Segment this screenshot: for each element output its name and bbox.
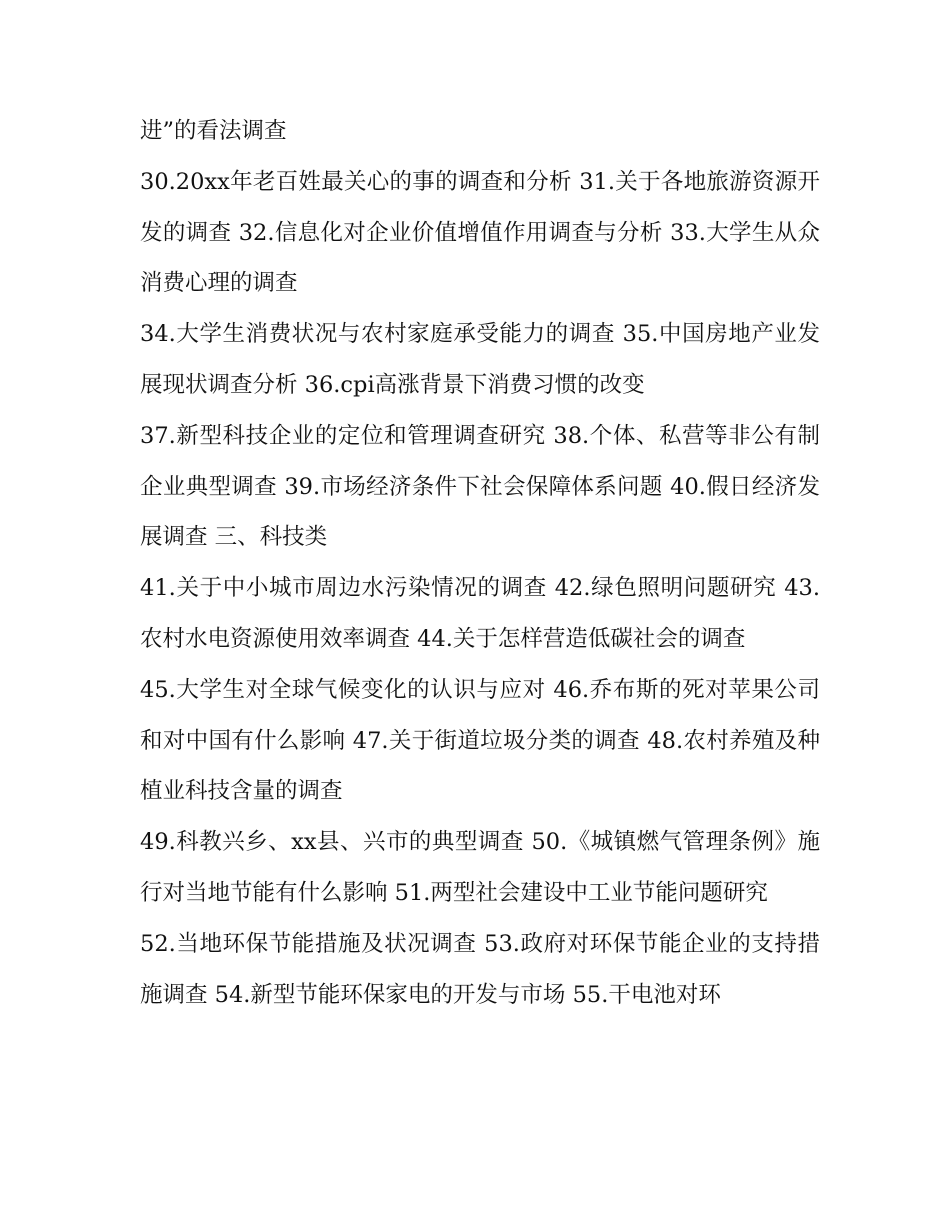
paragraph-topics-41-44: 41.关于中小城市周边水污染情况的调查 42.绿色照明问题研究 43.农村水电资源使用效率调查 44.关于怎样营造低碳社会的调查 — [140, 575, 820, 652]
document-body — [140, 106, 820, 1020]
paragraph-topics-52-55: 52.当地环保节能措施及状况调查 53.政府对环保节能企业的支持措施调查 54.新型节能环保家电的开发与市场 55.干电池对环 — [140, 930, 820, 1008]
paragraph-topics-37-40: 37.新型科技企业的定位和管理调查研究 38.个体、私营等非公有制企业典型调查 39.市场经济条件下社会保障体系问题 40.假日经济发展调查 三、科技类 — [140, 422, 820, 551]
paragraph-topics-45-48: 45.大学生对全球气候变化的认识与应对 46.乔布斯的死对苹果公司和对中国有什么影响 47.关于街道垃圾分类的调查 48.农村养殖及种植业科技含量的调查 — [140, 676, 820, 805]
paragraph-topics-34-36: 34.大学生消费状况与农村家庭承受能力的调查 35.中国房地产业发展现状调查分析 36.cpi高涨背景下消费习惯的改变 — [140, 321, 820, 398]
paragraph-topics-49-51: 49.科教兴乡、xx县、兴市的典型调查 50.《城镇燃气管理条例》施行对当地节能有什么影响 51.两型社会建设中工业节能问题研究 — [140, 829, 820, 906]
paragraph-topics-30-33: 30.20xx年老百姓最关心的事的调查和分析 31.关于各地旅游资源开发的调查 32.信息化对企业价值增值作用调查与分析 33.大学生从众消费心理的调查 — [140, 168, 820, 297]
paragraph-continuation: 进”的看法调查 — [140, 118, 287, 144]
